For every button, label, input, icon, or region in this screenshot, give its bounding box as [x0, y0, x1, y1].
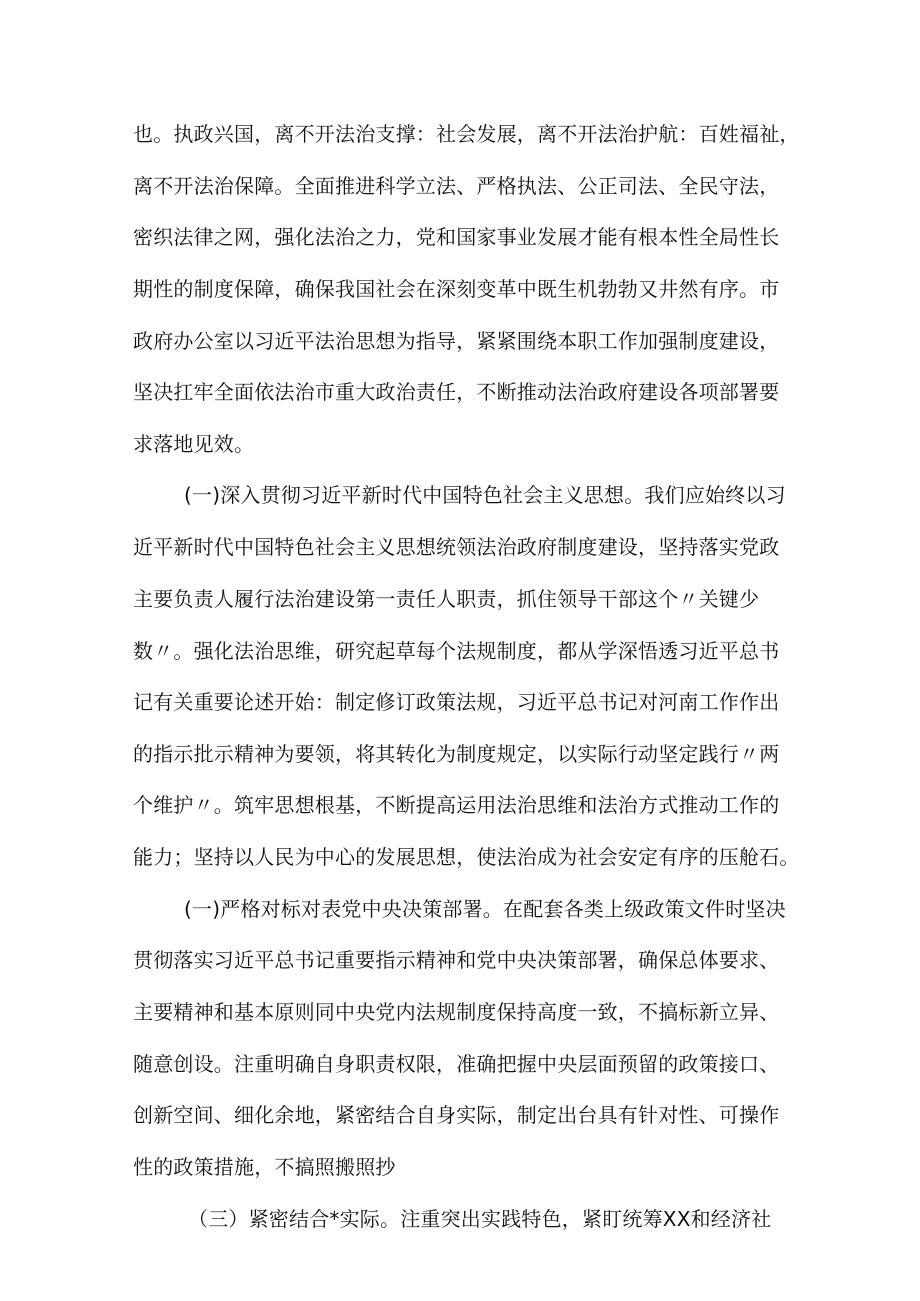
text-line: 主要负责人履行法治建设第一责任人职责，抓住领导干部这个〃关键少 [133, 587, 760, 611]
text-line: 期性的制度保障，确保我国社会在深刻变革中既生机勃勃又井然有序。市 [133, 277, 780, 301]
paragraph-heading-line: （三）紧密结合*实际。注重突出实践特色，紧盯统筹XX和经济社 [188, 1207, 772, 1231]
paragraph-heading-line: (一)深入贯彻习近平新时代中国特色社会主义思想。我们应始终以习 [184, 483, 786, 507]
text-line: 创新空间、细化余地，紧密结合自身实际，制定出台具有针对性、可操作 [133, 1103, 780, 1127]
text-line: 记有关重要论述开始：制定修订政策法规，习近平总书记对河南工作作出 [133, 690, 780, 714]
text-line: 政府办公室以习近平法治思想为指导，紧紧围绕本职工作加强制度建设， [133, 329, 780, 353]
text-line: 也。执政兴国，离不开法治支撑：社会发展，离不开法治护航：百姓福祉， [133, 122, 800, 146]
text-line: 主要精神和基本原则同中央党内法规制度保持高度一致，不搞标新立异、 [133, 1000, 780, 1024]
text-line: 近平新时代中国特色社会主义思想统领法治政府制度建设，坚持落实党政 [133, 535, 780, 559]
paragraph-heading-line: (一)严格对标对表党中央决策部署。在配套各类上级政策文件时坚决 [184, 897, 786, 921]
text-line: 随意创设。注重明确自身职责权限，准确把握中央层面预留的政策接口、 [133, 1052, 780, 1076]
text-line: 数〃。强化法治思维，研究起草每个法规制度，都从学深悟透习近平总书 [133, 639, 780, 663]
text-line: 密织法律之网，强化法治之力，党和国家事业发展才能有根本性全局性长 [133, 225, 780, 249]
text-line: 贯彻落实习近平总书记重要指示精神和党中央决策部署，确保总体要求、 [133, 948, 780, 972]
text-line: 的指示批示精神为要领，将其转化为制度规定，以实际行动坚定践行〃两 [133, 742, 780, 766]
text-line: 能力；坚持以人民为中心的发展思想，使法治成为社会安定有序的压舱石。 [133, 845, 800, 869]
text-line: 性的政策措施，不搞照搬照抄 [133, 1155, 396, 1179]
text-line: 个维护〃。筑牢思想根基，不断提高运用法治思维和法治方式推动工作的 [133, 793, 780, 817]
text-line: 求落地见效。 [133, 432, 255, 456]
text-line: 离不开法治保障。全面推进科学立法、严格执法、公正司法、全民守法， [133, 174, 780, 198]
text-line: 坚决扛牢全面依法治市重大政治责任，不断推动法治政府建设各项部署要 [133, 380, 780, 404]
